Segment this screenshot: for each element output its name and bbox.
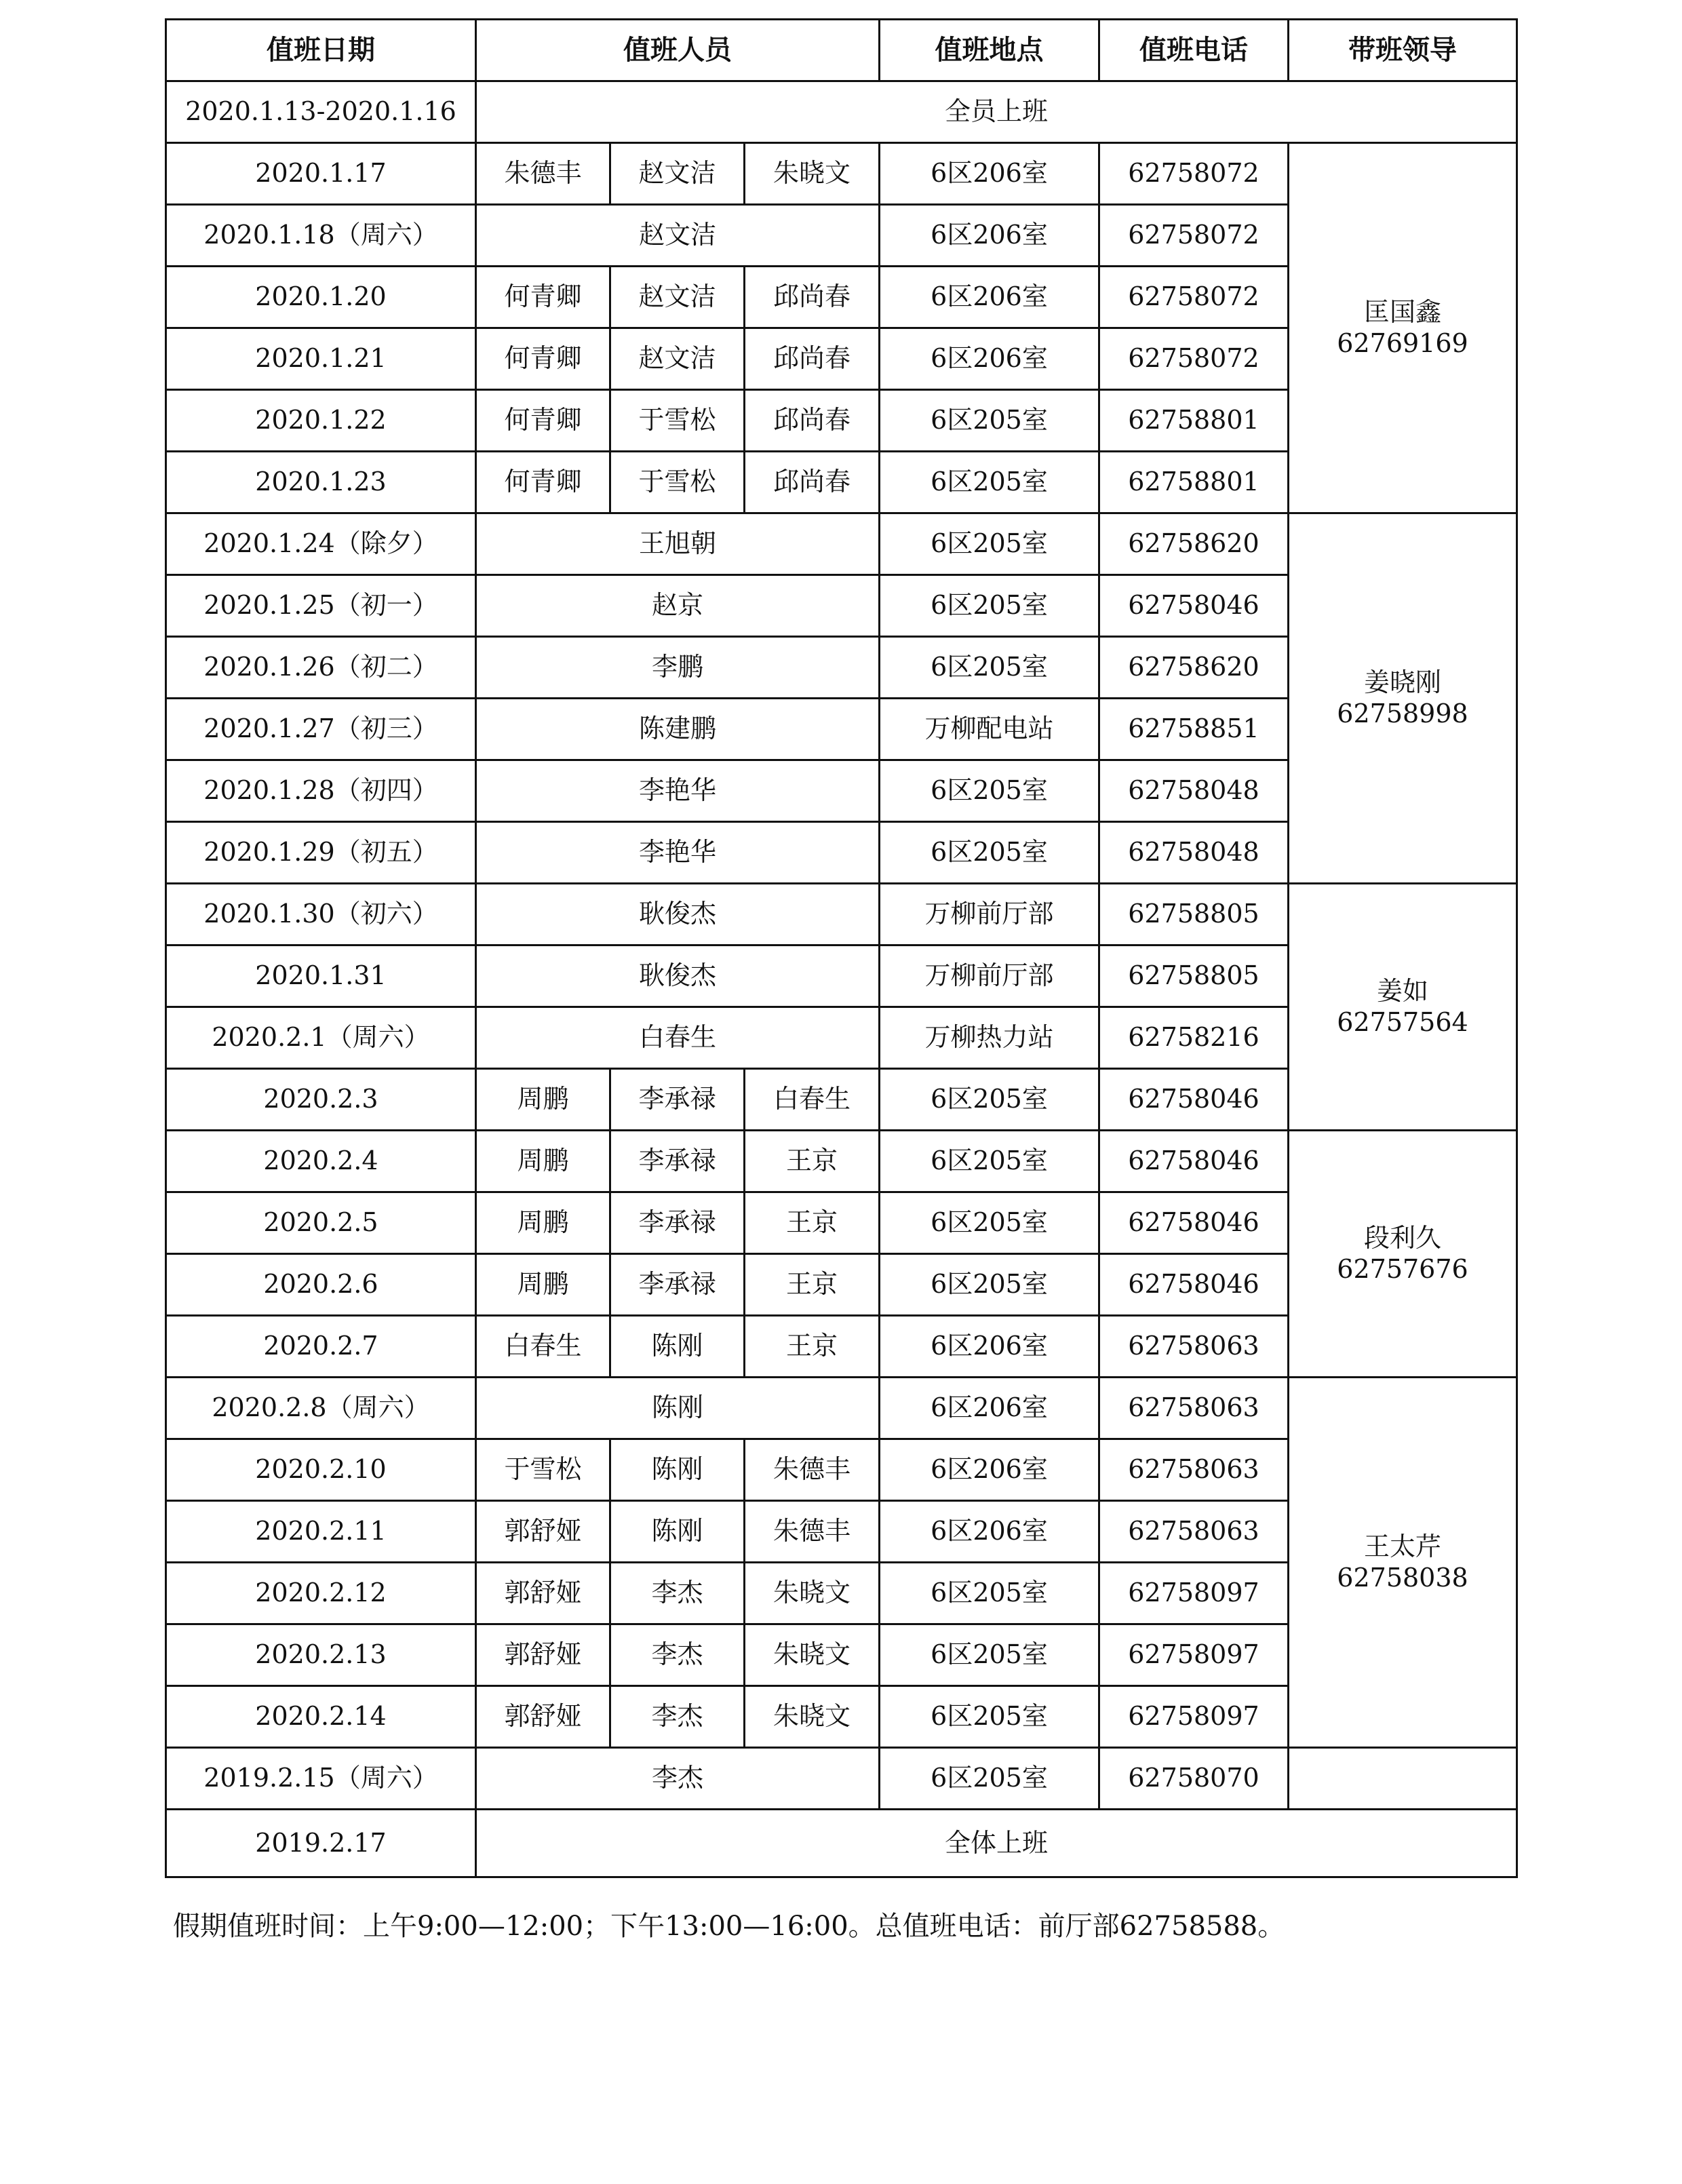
duty-phone: 62758046	[1099, 575, 1289, 637]
leader-name: 段利久	[1364, 1222, 1442, 1253]
duty-place: 6区205室	[880, 1563, 1099, 1624]
duty-staff: 朱德丰	[745, 1501, 880, 1563]
duty-phone: 62758048	[1099, 760, 1289, 822]
duty-staff: 白春生	[745, 1069, 880, 1131]
duty-staff: 于雪松	[476, 1439, 610, 1501]
duty-staff: 何青卿	[476, 452, 610, 513]
duty-phone: 62758046	[1099, 1131, 1289, 1192]
duty-phone: 62758046	[1099, 1069, 1289, 1131]
duty-place: 6区205室	[880, 1624, 1099, 1686]
duty-date: 2020.1.18（周六）	[166, 205, 476, 267]
duty-staff: 耿俊杰	[476, 945, 880, 1007]
duty-staff: 何青卿	[476, 328, 610, 390]
duty-staff: 王旭朝	[476, 513, 880, 575]
duty-staff: 陈刚	[610, 1316, 745, 1378]
duty-place: 6区205室	[880, 1686, 1099, 1748]
duty-date: 2020.1.20	[166, 267, 476, 328]
duty-place: 6区206室	[880, 267, 1099, 328]
duty-staff: 李杰	[610, 1563, 745, 1624]
duty-staff: 王京	[745, 1192, 880, 1254]
duty-place: 6区206室	[880, 1378, 1099, 1439]
duty-staff: 李承禄	[610, 1131, 745, 1192]
duty-place: 6区206室	[880, 1439, 1099, 1501]
duty-place: 6区205室	[880, 1254, 1099, 1316]
duty-staff: 李承禄	[610, 1254, 745, 1316]
duty-place: 6区205室	[880, 822, 1099, 884]
duty-phone: 62758063	[1099, 1501, 1289, 1563]
duty-leader	[1289, 884, 1517, 1131]
duty-staff: 邱尚春	[745, 390, 880, 452]
duty-staff: 李鹏	[476, 637, 880, 699]
duty-staff: 邱尚春	[745, 452, 880, 513]
duty-place: 6区206室	[880, 143, 1099, 205]
duty-staff: 郭舒娅	[476, 1563, 610, 1624]
duty-staff: 陈刚	[476, 1378, 880, 1439]
duty-date: 2020.2.11	[166, 1501, 476, 1563]
duty-staff: 朱晓文	[745, 1624, 880, 1686]
duty-staff: 郭舒娅	[476, 1624, 610, 1686]
duty-place: 万柳热力站	[880, 1007, 1099, 1069]
duty-date: 2020.1.22	[166, 390, 476, 452]
duty-staff: 何青卿	[476, 390, 610, 452]
duty-staff: 朱晓文	[745, 143, 880, 205]
duty-date: 2020.1.25（初一）	[166, 575, 476, 637]
duty-date: 2020.2.14	[166, 1686, 476, 1748]
leader-name: 匡国鑫	[1364, 296, 1442, 327]
leader-phone: 62758038	[1337, 1562, 1468, 1593]
duty-date: 2020.1.13-2020.1.16	[166, 81, 476, 143]
duty-staff: 于雪松	[610, 390, 745, 452]
duty-staff: 赵文洁	[610, 328, 745, 390]
duty-place: 万柳前厅部	[880, 945, 1099, 1007]
duty-staff: 赵文洁	[610, 143, 745, 205]
duty-staff: 李杰	[610, 1686, 745, 1748]
duty-phone: 62758805	[1099, 945, 1289, 1007]
duty-staff: 李承禄	[610, 1192, 745, 1254]
duty-staff: 赵京	[476, 575, 880, 637]
duty-staff: 赵文洁	[476, 205, 880, 267]
all-staff-note: 全体上班	[476, 1810, 1517, 1877]
duty-staff: 于雪松	[610, 452, 745, 513]
table-row	[166, 1810, 1517, 1877]
duty-phone: 62758097	[1099, 1624, 1289, 1686]
duty-staff: 李杰	[610, 1624, 745, 1686]
duty-place: 万柳配电站	[880, 699, 1099, 760]
duty-phone: 62758070	[1099, 1748, 1289, 1810]
duty-phone: 62758805	[1099, 884, 1289, 945]
duty-staff: 朱晓文	[745, 1563, 880, 1624]
duty-date: 2020.2.8（周六）	[166, 1378, 476, 1439]
duty-phone: 62758620	[1099, 513, 1289, 575]
duty-leader	[1289, 1378, 1517, 1748]
duty-schedule-table	[165, 18, 1518, 1878]
duty-date: 2020.1.17	[166, 143, 476, 205]
header-staff: 值班人员	[476, 20, 880, 81]
table-row	[166, 513, 1517, 575]
duty-date: 2019.2.17	[166, 1810, 476, 1877]
leader-phone: 62757564	[1337, 1007, 1468, 1037]
leader-phone: 62769169	[1337, 328, 1468, 358]
table-row	[166, 143, 1517, 205]
duty-date: 2020.2.4	[166, 1131, 476, 1192]
duty-staff: 李艳华	[476, 822, 880, 884]
duty-phone: 62758072	[1099, 267, 1289, 328]
duty-staff: 周鹏	[476, 1069, 610, 1131]
duty-place: 6区205室	[880, 513, 1099, 575]
table-row	[166, 81, 1517, 143]
table-row	[166, 1748, 1517, 1810]
duty-staff: 朱德丰	[476, 143, 610, 205]
duty-date: 2020.1.27（初三）	[166, 699, 476, 760]
duty-date: 2020.1.24（除夕）	[166, 513, 476, 575]
duty-date: 2020.2.1（周六）	[166, 1007, 476, 1069]
duty-place: 6区205室	[880, 1748, 1099, 1810]
duty-staff: 耿俊杰	[476, 884, 880, 945]
duty-place: 6区205室	[880, 390, 1099, 452]
duty-date: 2020.2.3	[166, 1069, 476, 1131]
header-phone: 值班电话	[1099, 20, 1289, 81]
duty-hours-note: 假期值班时间：上午9:00—12:00；下午13:00—16:00。总值班电话：前厅部62758588。	[173, 1911, 1285, 1942]
header-leader: 带班领导	[1289, 20, 1517, 81]
duty-staff: 李艳华	[476, 760, 880, 822]
duty-place: 6区206室	[880, 328, 1099, 390]
duty-staff: 王京	[745, 1131, 880, 1192]
duty-place: 6区206室	[880, 1501, 1099, 1563]
duty-place: 6区205室	[880, 637, 1099, 699]
duty-date: 2020.2.10	[166, 1439, 476, 1501]
duty-date: 2020.2.7	[166, 1316, 476, 1378]
duty-phone: 62758801	[1099, 390, 1289, 452]
duty-staff: 郭舒娅	[476, 1501, 610, 1563]
duty-date: 2020.1.23	[166, 452, 476, 513]
duty-phone: 62758046	[1099, 1254, 1289, 1316]
duty-staff: 白春生	[476, 1007, 880, 1069]
duty-place: 万柳前厅部	[880, 884, 1099, 945]
duty-staff: 周鹏	[476, 1131, 610, 1192]
leader-phone: 62757676	[1337, 1253, 1468, 1284]
header-place: 值班地点	[880, 20, 1099, 81]
duty-phone: 62758620	[1099, 637, 1289, 699]
table-row	[166, 1131, 1517, 1192]
duty-staff: 赵文洁	[610, 267, 745, 328]
duty-staff: 郭舒娅	[476, 1686, 610, 1748]
duty-place: 6区205室	[880, 575, 1099, 637]
duty-place: 6区205室	[880, 1131, 1099, 1192]
leader-name: 姜晓刚	[1364, 667, 1442, 697]
duty-date: 2020.2.6	[166, 1254, 476, 1316]
duty-phone: 62758063	[1099, 1378, 1289, 1439]
duty-place: 6区206室	[880, 1316, 1099, 1378]
duty-staff: 陈刚	[610, 1501, 745, 1563]
duty-staff: 周鹏	[476, 1254, 610, 1316]
duty-leader	[1289, 1748, 1517, 1810]
duty-phone: 62758072	[1099, 205, 1289, 267]
duty-date: 2020.1.30（初六）	[166, 884, 476, 945]
duty-phone: 62758097	[1099, 1686, 1289, 1748]
duty-staff: 何青卿	[476, 267, 610, 328]
duty-date: 2020.1.21	[166, 328, 476, 390]
duty-date: 2020.1.31	[166, 945, 476, 1007]
duty-staff: 王京	[745, 1316, 880, 1378]
duty-date: 2020.2.13	[166, 1624, 476, 1686]
duty-date: 2020.1.29（初五）	[166, 822, 476, 884]
duty-phone: 62758063	[1099, 1316, 1289, 1378]
duty-staff: 王京	[745, 1254, 880, 1316]
table-row	[166, 884, 1517, 945]
duty-date: 2020.1.26（初二）	[166, 637, 476, 699]
duty-place: 6区205室	[880, 1069, 1099, 1131]
duty-phone: 62758048	[1099, 822, 1289, 884]
duty-phone: 62758063	[1099, 1439, 1289, 1501]
duty-place: 6区205室	[880, 1192, 1099, 1254]
duty-place: 6区205室	[880, 452, 1099, 513]
duty-phone: 62758801	[1099, 452, 1289, 513]
schedule-body	[166, 81, 1517, 1877]
duty-leader	[1289, 1131, 1517, 1378]
duty-phone: 62758072	[1099, 143, 1289, 205]
duty-phone: 62758851	[1099, 699, 1289, 760]
duty-staff: 邱尚春	[745, 267, 880, 328]
duty-staff: 朱德丰	[745, 1439, 880, 1501]
duty-staff: 陈刚	[610, 1439, 745, 1501]
duty-date: 2020.1.28（初四）	[166, 760, 476, 822]
duty-date: 2020.2.12	[166, 1563, 476, 1624]
leader-phone: 62758998	[1337, 698, 1468, 728]
duty-phone: 62758046	[1099, 1192, 1289, 1254]
table-row	[166, 1378, 1517, 1439]
duty-place: 6区206室	[880, 205, 1099, 267]
duty-leader	[1289, 513, 1517, 884]
duty-staff: 朱晓文	[745, 1686, 880, 1748]
header-row	[166, 20, 1517, 81]
duty-phone: 62758072	[1099, 328, 1289, 390]
leader-name: 王太芹	[1364, 1531, 1442, 1561]
duty-staff: 周鹏	[476, 1192, 610, 1254]
duty-date: 2019.2.15（周六）	[166, 1748, 476, 1810]
header-date: 值班日期	[166, 20, 476, 81]
duty-phone: 62758097	[1099, 1563, 1289, 1624]
duty-staff: 李承禄	[610, 1069, 745, 1131]
duty-phone: 62758216	[1099, 1007, 1289, 1069]
duty-staff: 李杰	[476, 1748, 880, 1810]
duty-date: 2020.2.5	[166, 1192, 476, 1254]
duty-leader	[1289, 143, 1517, 513]
duty-staff: 陈建鹏	[476, 699, 880, 760]
leader-name: 姜如	[1377, 975, 1429, 1006]
duty-staff: 白春生	[476, 1316, 610, 1378]
duty-place: 6区205室	[880, 760, 1099, 822]
all-staff-note: 全员上班	[476, 81, 1517, 143]
duty-staff: 邱尚春	[745, 328, 880, 390]
